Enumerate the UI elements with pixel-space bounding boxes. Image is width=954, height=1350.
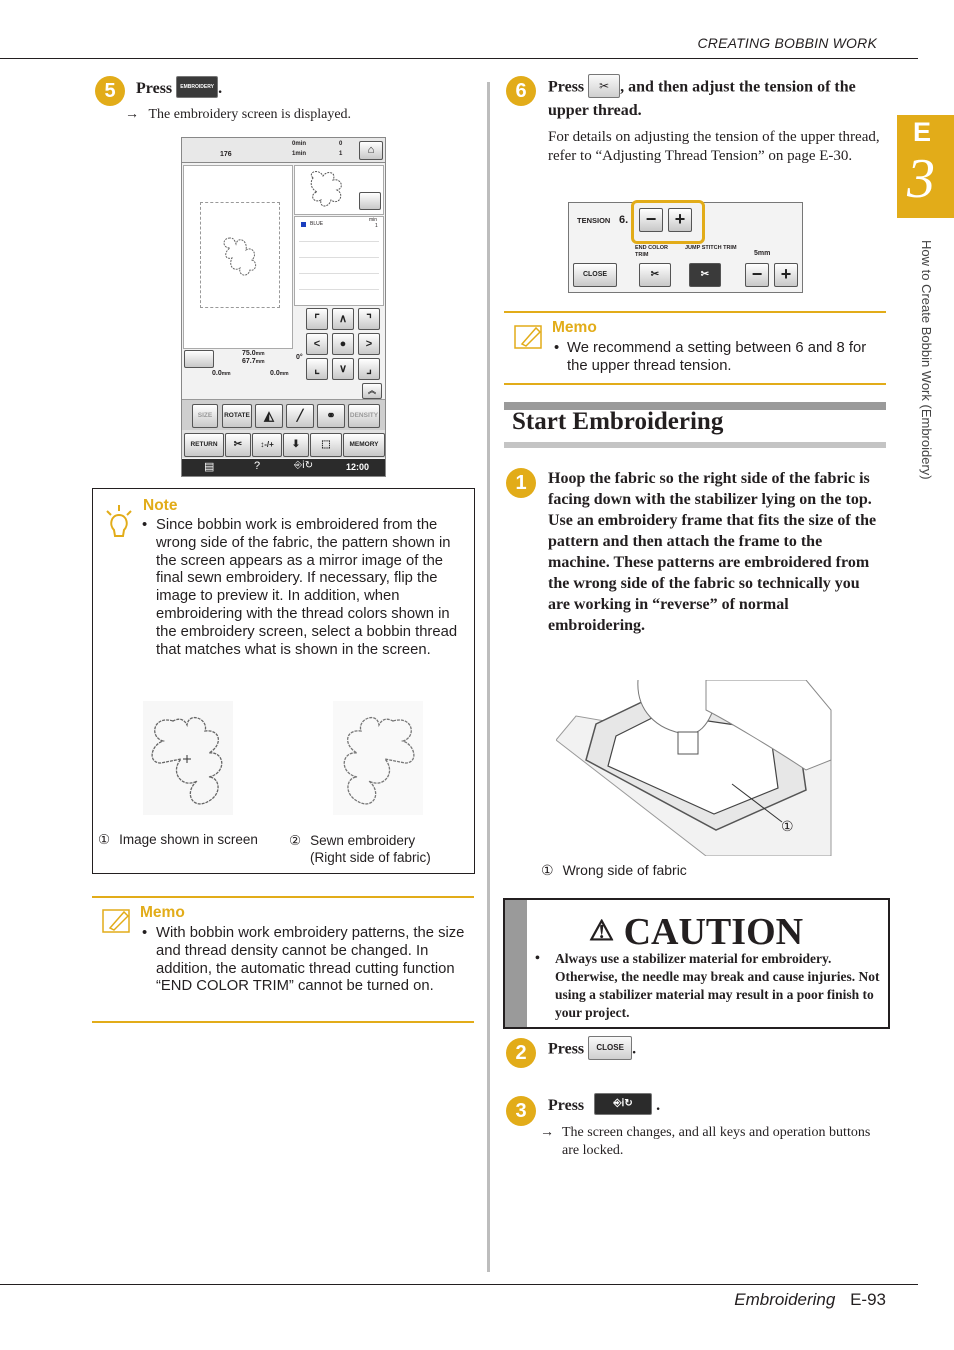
- page-number: E-93: [850, 1290, 886, 1309]
- pattern-mirror-icon: [143, 701, 233, 815]
- tab-chapter-number: 3: [907, 148, 935, 210]
- step-3-badge: 3: [506, 1096, 536, 1126]
- time-total: 1min: [292, 151, 307, 157]
- running-header: CREATING BOBBIN WORK: [697, 35, 877, 51]
- jump-stitch-trim-label: JUMP STITCH TRIM: [685, 245, 737, 251]
- size-button[interactable]: SIZE: [192, 404, 218, 428]
- tension-value: 6.: [619, 214, 629, 226]
- footer: [734, 1290, 886, 1310]
- lock-keys-button-icon[interactable]: ⎆ⅰ↻: [594, 1093, 652, 1115]
- embroidery-screen: [181, 137, 386, 477]
- down-box-icon: ⬇: [291, 439, 301, 450]
- pattern-preview-icon: [218, 232, 260, 282]
- memo-pencil-icon: [102, 906, 132, 934]
- scissors-icon: ✂: [233, 439, 243, 450]
- thread-color-list: [294, 216, 384, 306]
- thread-palette-button[interactable]: [359, 192, 381, 210]
- edit-key-row: [182, 399, 385, 430]
- memo-pencil-icon: [514, 322, 544, 350]
- jump-minus-button[interactable]: −: [745, 263, 769, 287]
- trim-settings-button-icon[interactable]: [588, 74, 620, 98]
- move-down-right-button[interactable]: [358, 358, 380, 380]
- end-color-trim-button[interactable]: [639, 263, 671, 287]
- section-title: Start Embroidering: [512, 408, 724, 435]
- memo-right-bullet: •: [554, 340, 560, 356]
- mirror-button[interactable]: [255, 404, 283, 428]
- dot-icon: ●: [339, 338, 347, 350]
- arrow-up-right-icon: ⌝: [366, 312, 372, 326]
- mirror-icon: ◭: [264, 408, 274, 423]
- thread-color-swatch: [301, 222, 306, 227]
- memo-left-text: With bobbin work embroidery patterns, the size and thread density cannot be changed. In addition, the automatic thread cutting function “END COLOR TRIM” cannot be turned on.: [156, 925, 465, 995]
- hoop-callout-1: ①: [781, 818, 794, 834]
- step-6-detail: For details on adjusting the tension of the upper thread, refer to “Adjusting Thread Tension” on page E-30.: [548, 129, 880, 164]
- step-6-instruction: Press ✂ , and then adjust the tension of the upper thread.: [548, 76, 878, 121]
- step-1-instruction: Hoop the fabric so the right side of the fabric is facing down with the stabilizer lying on the top. Use an embroidery frame that fits the size of the pattern and then attach the frame to the machine. These patterns are embroidered from the wrong side of the fabric so technically you are working in “reverse” of normal embroidering.: [548, 470, 877, 634]
- note-label: Note: [143, 497, 178, 514]
- move-up-right-button[interactable]: [358, 308, 380, 330]
- step-1-badge: 1: [506, 468, 536, 498]
- memo-right-label: Memo: [552, 319, 597, 336]
- close-button-icon[interactable]: CLOSE: [588, 1036, 632, 1060]
- position-x: 0.0mm: [212, 370, 231, 377]
- screen-image-pattern: [143, 701, 233, 815]
- step-5-badge: 5: [95, 76, 125, 106]
- lightbulb-icon: [103, 503, 135, 543]
- needle-icon: ╱: [296, 410, 304, 422]
- double-chevron-up-icon: ︽: [368, 386, 376, 395]
- density-button[interactable]: DENSITY: [348, 404, 380, 428]
- caution-box: [503, 898, 890, 1029]
- pattern-sewn-icon: [333, 701, 423, 815]
- lock-keys-button[interactable]: ⎆ⅰ↻: [294, 460, 314, 471]
- memo-right-text: We recommend a setting between 6 and 8 for the upper thread tension.: [567, 340, 867, 374]
- memo-left-label: Memo: [140, 904, 185, 921]
- stitch-counter: 176: [220, 151, 232, 158]
- memory-button[interactable]: MEMORY: [343, 433, 385, 457]
- side-chapter-label: [918, 240, 938, 530]
- chevron-up-icon: ∧: [338, 313, 348, 325]
- arrow-up-left-icon: ⌜: [314, 312, 320, 326]
- move-up-button[interactable]: [332, 308, 354, 330]
- tension-minus-button[interactable]: −: [639, 208, 663, 232]
- memo-right-bottom-rule: [504, 383, 886, 385]
- note-bullet: •: [142, 517, 148, 533]
- step-2-badge: 2: [506, 1038, 536, 1068]
- step-6-badge: 6: [506, 76, 536, 106]
- caution-text: Always use a stabilizer material for embroidery. Otherwise, the needle may break and cause injuries. Not using a stabilizer material may result in a poor finish to your project.: [555, 951, 880, 1020]
- rotate-button[interactable]: ROTATE: [222, 404, 252, 428]
- move-up-left-button[interactable]: [306, 308, 328, 330]
- chapter-tab: [897, 115, 954, 218]
- screen-status-bar: [182, 138, 385, 163]
- frame-display-button[interactable]: [184, 350, 214, 368]
- trial-button[interactable]: [310, 433, 342, 457]
- frame-dashed-icon: ⬚: [321, 439, 331, 450]
- hoop-caption: ① Wrong side of fabric: [541, 862, 687, 878]
- color-count-total: 1: [339, 151, 343, 157]
- scissors-icon: ✂: [599, 79, 610, 93]
- memo-left-bottom-rule: [92, 1021, 474, 1023]
- warning-triangle-icon: ⚠: [589, 916, 615, 947]
- home-button[interactable]: [359, 141, 383, 160]
- starting-point-button[interactable]: [283, 433, 309, 457]
- memo-left-top-rule: [92, 896, 474, 898]
- step-2-instruction: Press CLOSE .: [548, 1038, 636, 1062]
- pattern-angle: 0°: [296, 354, 303, 361]
- pattern-thumbnail: [294, 165, 384, 215]
- move-down-left-button[interactable]: [306, 358, 328, 380]
- screen-footer-bar: [182, 459, 385, 476]
- end-color-trim-label: END COLOR TRIM: [635, 245, 668, 258]
- jump-stitch-trim-button[interactable]: [689, 263, 721, 287]
- chevron-down-icon: ∨: [338, 363, 348, 375]
- move-left-button[interactable]: [306, 333, 328, 355]
- help-button[interactable]: ?: [254, 460, 261, 472]
- memo-right-top-rule: [504, 311, 886, 313]
- jump-stitch-value: 5mm: [754, 250, 771, 257]
- step-3-result: → The screen changes, and all keys and operation buttons are locked.: [540, 1125, 871, 1158]
- stitch-jump-button[interactable]: [252, 433, 282, 457]
- needle-plus-minus-icon: ↕-/+: [260, 440, 274, 449]
- position-y: 0.0mm: [270, 370, 289, 377]
- center-button[interactable]: [332, 333, 354, 355]
- jump-stitch-icon: ✂: [700, 269, 710, 280]
- sewn-embroidery-pattern: [333, 701, 423, 815]
- header-rule: [0, 58, 918, 59]
- scissors-icon: ✂: [650, 269, 660, 280]
- pattern-thumbnail-icon: [305, 168, 355, 212]
- section-heading: [504, 402, 886, 448]
- thread-color-name: BLUE: [310, 221, 324, 227]
- page-icon[interactable]: ▤: [204, 461, 215, 473]
- side-label-text: How to Create Bobbin Work (Embroidery): [919, 240, 934, 480]
- tension-panel: [568, 202, 803, 293]
- pattern-height: 67.7mm: [242, 358, 265, 365]
- caution-title: CAUTION: [623, 911, 804, 953]
- tension-label: TENSION: [577, 216, 611, 225]
- note-text: Since bobbin work is embroidered from the wrong side of the fabric, the pattern shown in the screen appears as a mirror image of the final sewn embroidery. If necessary, flip the image to preview it. In addition, when embroidering with the thread colors shown in the embroidery screen, select a bobbin thread that matches what is shown in the screen.: [156, 517, 458, 658]
- minutes-label: min: [369, 217, 378, 223]
- color-count-current: 0: [339, 141, 343, 147]
- screen-clock: 12:00: [346, 462, 370, 472]
- border-button[interactable]: [286, 404, 314, 428]
- home-icon: ⌂: [367, 144, 375, 156]
- caption-2: ② Sewn embroidery (Right side of fabric): [289, 833, 431, 865]
- chevron-left-icon: <: [313, 338, 321, 350]
- embroidery-button-icon[interactable]: EMBROIDERY: [176, 76, 218, 98]
- section-bottom-bar: [504, 442, 886, 448]
- expand-button[interactable]: [362, 383, 382, 399]
- caution-side-bar: [505, 900, 527, 1027]
- tension-plus-button[interactable]: +: [668, 208, 692, 232]
- return-button[interactable]: RETURN: [184, 433, 224, 457]
- chevron-right-icon: >: [365, 338, 373, 350]
- move-right-button[interactable]: [358, 333, 380, 355]
- sewing-area-preview: [183, 165, 293, 349]
- trim-settings-button[interactable]: [225, 433, 251, 457]
- step-5-instruction: Press EMBROIDERY .: [136, 78, 222, 100]
- step-3-instruction: Press ⎆ⅰ↻ .: [548, 1095, 660, 1117]
- move-down-button[interactable]: [332, 358, 354, 380]
- spool-icon: ⚭: [326, 410, 336, 422]
- arrow-down-left-icon: ⌞: [314, 362, 320, 376]
- caution-bullet: •: [535, 951, 540, 966]
- thread-color-button[interactable]: [317, 404, 345, 428]
- move-arrow-keys: [304, 306, 382, 380]
- column-divider: [487, 82, 490, 1272]
- caption-1: ① Image shown in screen: [98, 832, 258, 847]
- close-button[interactable]: CLOSE: [573, 263, 617, 287]
- jump-plus-button[interactable]: +: [774, 263, 798, 287]
- footer-section: Embroidering: [734, 1290, 836, 1309]
- pattern-size-info: [184, 350, 303, 382]
- operation-key-row: [182, 430, 385, 458]
- time-remaining: 0min: [292, 141, 307, 147]
- arrow-down-right-icon: ⌟: [366, 362, 372, 376]
- pattern-width: 75.0mm: [242, 350, 265, 357]
- note-box: [92, 488, 475, 874]
- step-5-result: → The embroidery screen is displayed.: [125, 107, 352, 122]
- press-label: Press: [136, 80, 173, 97]
- footer-rule: [0, 1284, 918, 1285]
- minutes-value: 1: [375, 223, 378, 229]
- memo-left-bullet: •: [142, 925, 148, 941]
- tab-letter: E: [913, 117, 932, 147]
